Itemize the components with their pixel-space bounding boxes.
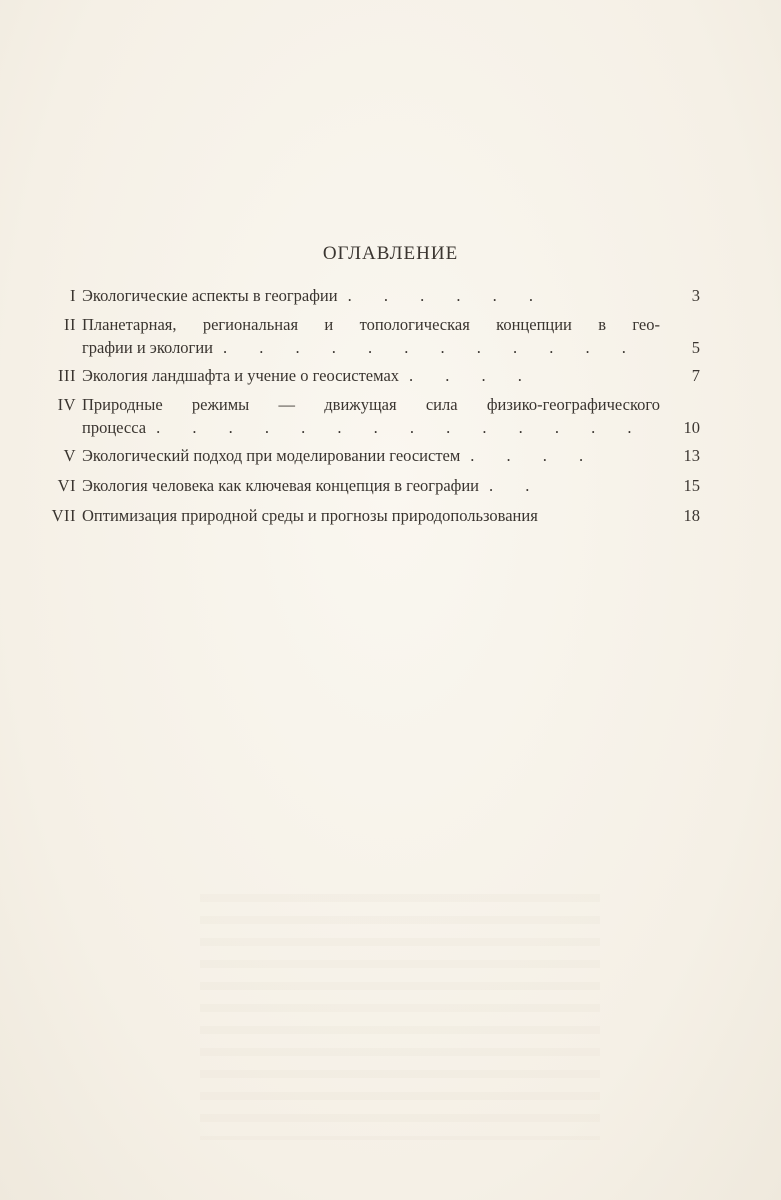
chapter-title-line: Планетарная, региональная и топологическая концепции в гео- bbox=[82, 315, 660, 334]
leader-dots: . . . . bbox=[409, 366, 536, 385]
page-number: 3 bbox=[691, 286, 700, 305]
chapter-number: III bbox=[58, 366, 76, 385]
chapter-title bbox=[80, 503, 700, 529]
chapter-number: II bbox=[64, 315, 76, 334]
chapter-title bbox=[80, 283, 700, 309]
page-number: 15 bbox=[683, 476, 700, 495]
page-number: 10 bbox=[683, 418, 700, 437]
chapter-title-line: Экология человека как ключевая концепция в географии bbox=[82, 476, 479, 495]
toc-entry bbox=[40, 503, 700, 529]
page-title: ОГЛАВЛЕНИЕ bbox=[322, 243, 459, 264]
chapter-number: I bbox=[70, 286, 76, 305]
show-through-shadow bbox=[200, 880, 600, 1140]
toc-entry bbox=[40, 473, 700, 499]
page-number: 5 bbox=[691, 338, 700, 357]
toc-entry bbox=[40, 313, 700, 359]
chapter-title-line: графии и экологии bbox=[82, 338, 213, 357]
chapter-title-line: процесса bbox=[82, 418, 147, 437]
toc-entry bbox=[40, 443, 700, 469]
chapter-number: VII bbox=[51, 506, 76, 525]
chapter-number: IV bbox=[57, 395, 76, 414]
leader-dots: . . bbox=[489, 476, 544, 495]
chapter-title-line: Экологический подход при моделировании геосистем bbox=[82, 446, 461, 465]
chapter-title bbox=[80, 393, 700, 439]
leader-dots: . . . . bbox=[470, 446, 598, 465]
leader-dots: . . . . . . . . . . . . bbox=[222, 338, 640, 357]
table-of-contents bbox=[40, 283, 700, 529]
page-number: 13 bbox=[683, 446, 700, 465]
leader-dots: . . . . . . . . . . . . . . bbox=[156, 418, 646, 437]
chapter-title-line: Экология ландшафта и учение о геосистемах bbox=[82, 366, 400, 385]
chapter-title bbox=[80, 443, 700, 469]
leader-dots: . . . . . . bbox=[347, 286, 547, 305]
chapter-title bbox=[80, 363, 700, 389]
page-number: 7 bbox=[691, 366, 700, 385]
chapter-title-line: Экологические аспекты в географии bbox=[82, 286, 338, 305]
chapter-title-line: Природные режимы — движущая сила физико-географического bbox=[82, 395, 660, 414]
chapter-title-line: Оптимизация природной среды и прогнозы природопользования bbox=[82, 506, 538, 525]
toc-entry bbox=[40, 393, 700, 439]
chapter-number: VI bbox=[57, 476, 76, 495]
page-number: 18 bbox=[683, 506, 700, 525]
chapter-number: V bbox=[63, 446, 76, 465]
toc-entry bbox=[40, 363, 700, 389]
chapter-title bbox=[80, 313, 700, 359]
toc-entry bbox=[40, 283, 700, 309]
chapter-title bbox=[80, 473, 700, 499]
